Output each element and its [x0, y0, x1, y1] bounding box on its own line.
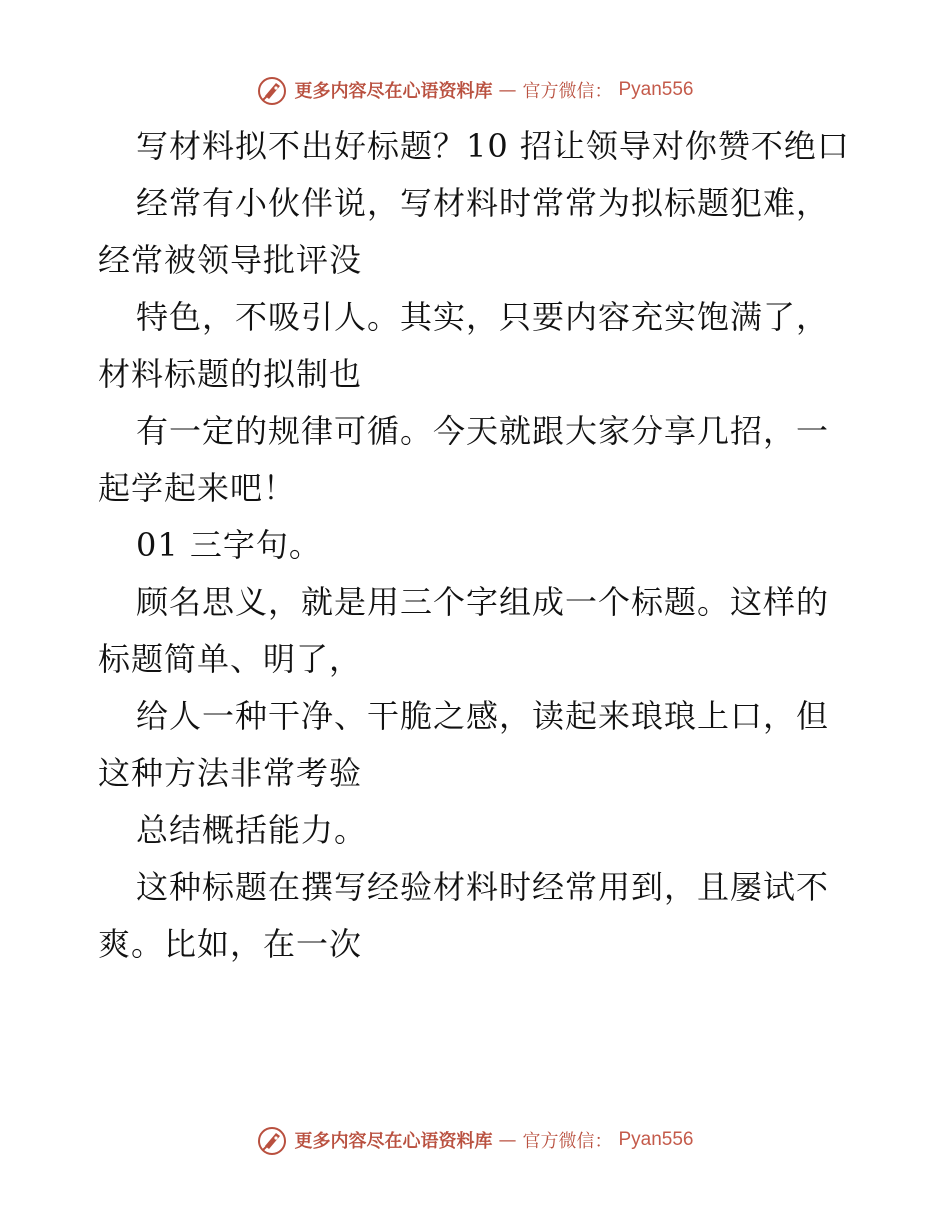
paragraph: 总结概括能力。: [136, 811, 368, 849]
banner-separator: —: [498, 1129, 517, 1151]
header-watermark-banner: [0, 70, 950, 110]
paragraph: 给人一种干净、干脆之感，读起来琅琅上口，但这种方法非常考验: [98, 697, 830, 792]
paragraph: 这种标题在撰写经验材料时经常用到，且屡试不爽。比如，在一次: [98, 868, 830, 963]
paragraph: 顾名思义，就是用三个字组成一个标题。这样的标题简单、明了，: [98, 583, 830, 678]
banner-wechat-label: 官方微信：: [522, 81, 613, 102]
banner-wechat-id: Pyan556: [618, 1129, 694, 1150]
paragraph: 特色，不吸引人。其实，只要内容充实饱满了，材料标题的拟制也: [98, 298, 830, 393]
document-title: 写材料拟不出好标题？10 招让领导对你赞不绝口: [136, 127, 850, 165]
banner-brand-text: 更多内容尽在心语资料库: [294, 81, 493, 102]
document-body: [98, 118, 858, 973]
pen-nib-logo-icon: [256, 1124, 288, 1156]
pen-nib-logo-icon: [256, 74, 288, 106]
banner-separator: —: [498, 79, 517, 101]
banner-brand-text: 更多内容尽在心语资料库: [294, 1131, 493, 1152]
section-heading: 01 三字句。: [136, 526, 322, 564]
footer-watermark-banner: [0, 1120, 950, 1160]
banner-wechat-label: 官方微信：: [522, 1131, 613, 1152]
banner-wechat-id: Pyan556: [618, 79, 694, 100]
paragraph: 经常有小伙伴说，写材料时常常为拟标题犯难，经常被领导批评没: [98, 184, 830, 279]
paragraph: 有一定的规律可循。今天就跟大家分享几招，一起学起来吧！: [98, 412, 830, 507]
